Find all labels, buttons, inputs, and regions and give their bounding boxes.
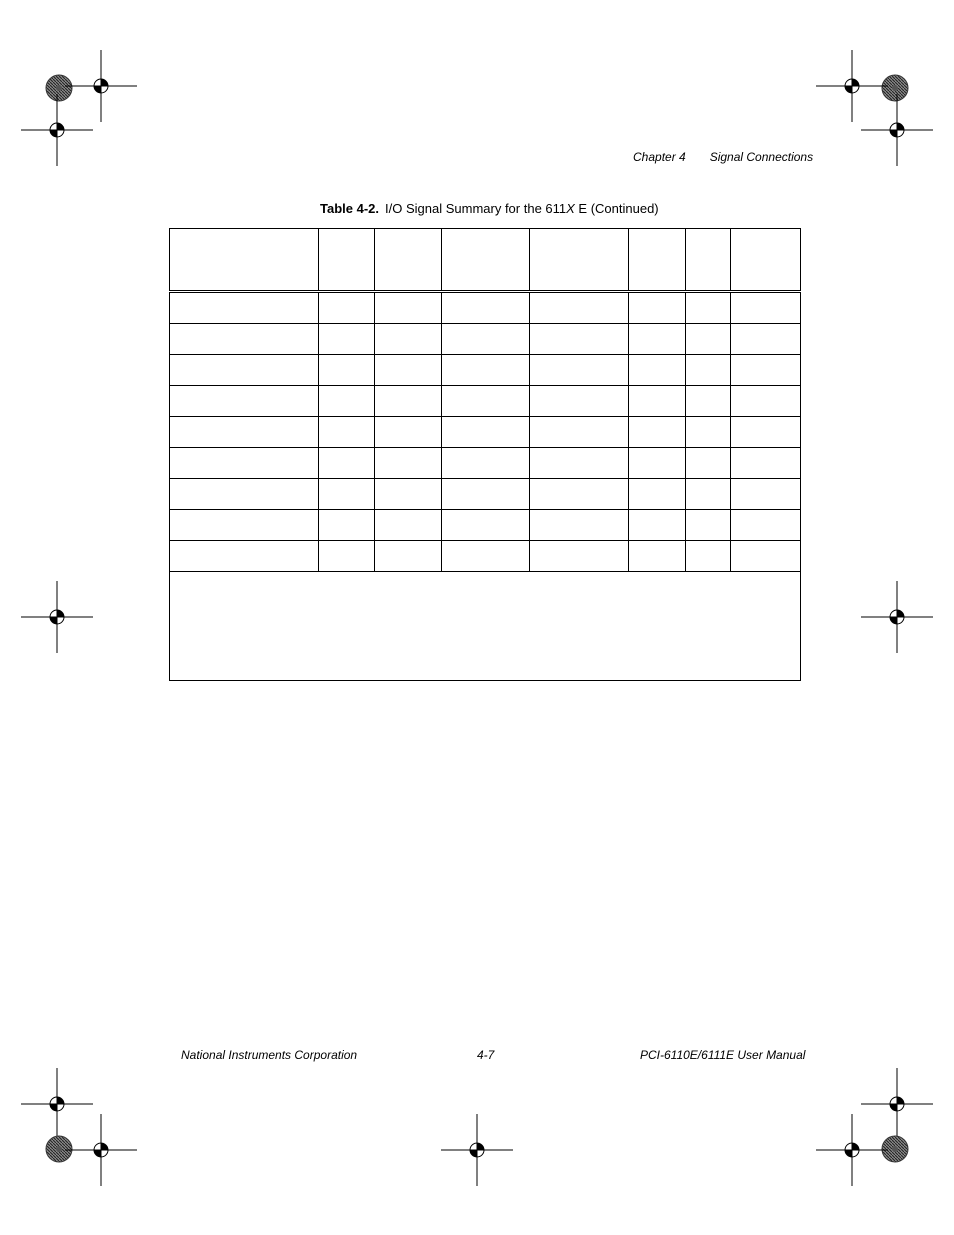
header-cell — [731, 229, 801, 292]
table-cell — [530, 386, 629, 417]
header-cell — [530, 229, 629, 292]
table-cell — [686, 479, 731, 510]
table-footnote-row — [170, 572, 801, 681]
table-cell — [686, 448, 731, 479]
table-cell — [375, 292, 442, 324]
crosshair-mark — [816, 1114, 888, 1186]
crosshair-mark — [441, 1114, 513, 1186]
header-cell — [375, 229, 442, 292]
table-cell — [686, 541, 731, 572]
crosshair-mark — [816, 50, 888, 122]
table-cell — [530, 292, 629, 324]
table-cell — [731, 448, 801, 479]
table-cell — [530, 479, 629, 510]
crosshair-mark — [861, 581, 933, 653]
table-cell — [530, 324, 629, 355]
table-cell — [731, 479, 801, 510]
table-cell — [170, 541, 319, 572]
signal-summary-table — [169, 228, 801, 681]
chapter-label: Chapter 4 — [633, 150, 686, 164]
crosshair-mark — [21, 581, 93, 653]
table-row — [170, 417, 801, 448]
table-row — [170, 355, 801, 386]
table-cell — [375, 324, 442, 355]
table-cell — [731, 541, 801, 572]
header-cell — [442, 229, 530, 292]
table-cell — [319, 324, 375, 355]
table-cell — [442, 417, 530, 448]
footer-company: National Instruments Corporation — [181, 1048, 358, 1062]
header-cell — [319, 229, 375, 292]
table-cell — [170, 510, 319, 541]
table-title-variable: X — [566, 201, 575, 216]
table-cell — [629, 479, 686, 510]
table-cell — [629, 355, 686, 386]
table-cell — [170, 417, 319, 448]
table-cell — [375, 417, 442, 448]
table-cell — [731, 417, 801, 448]
header-cell — [686, 229, 731, 292]
header-cell — [170, 229, 319, 292]
table-row — [170, 448, 801, 479]
table-cell — [530, 510, 629, 541]
table-row — [170, 479, 801, 510]
table-title-suffix: E (Continued) — [574, 201, 659, 216]
table-cell — [170, 355, 319, 386]
header-cell — [629, 229, 686, 292]
table-cell — [319, 510, 375, 541]
footer-manual-title: PCI-6110E/6111E User Manual — [640, 1048, 806, 1062]
table-cell — [442, 510, 530, 541]
table-cell — [686, 355, 731, 386]
table-cell — [375, 479, 442, 510]
table-cell — [375, 510, 442, 541]
table-footnote-cell — [170, 572, 801, 681]
table-row — [170, 324, 801, 355]
table-cell — [442, 386, 530, 417]
table-cell — [170, 386, 319, 417]
table-cell — [170, 479, 319, 510]
table-row — [170, 386, 801, 417]
table-cell — [442, 292, 530, 324]
table-cell — [686, 324, 731, 355]
table-cell — [442, 479, 530, 510]
table-cell — [170, 324, 319, 355]
table-cell — [629, 417, 686, 448]
table-cell — [170, 292, 319, 324]
table-cell — [731, 510, 801, 541]
table-cell — [442, 355, 530, 386]
table-cell — [686, 417, 731, 448]
table-cell — [530, 355, 629, 386]
running-header — [633, 150, 813, 164]
footer-page-number: 4-7 — [477, 1048, 495, 1062]
table-cell — [629, 386, 686, 417]
crosshair-mark — [21, 94, 93, 166]
table-cell — [170, 448, 319, 479]
table-number: Table 4-2. — [320, 201, 380, 216]
table-cell — [442, 324, 530, 355]
table-row — [170, 510, 801, 541]
table-cell — [530, 448, 629, 479]
table-title: I/O Signal Summary for the 611 — [385, 201, 567, 216]
table-cell — [375, 541, 442, 572]
table-cell — [319, 417, 375, 448]
starburst-mark — [46, 1136, 72, 1162]
table-cell — [319, 355, 375, 386]
crosshair-mark — [861, 94, 933, 166]
table-cell — [629, 541, 686, 572]
table-cell — [319, 448, 375, 479]
table-cell — [319, 292, 375, 324]
table-row — [170, 292, 801, 324]
crosshair-mark — [65, 1114, 137, 1186]
table-cell — [731, 355, 801, 386]
table-cell — [629, 324, 686, 355]
table-cell — [375, 355, 442, 386]
table-caption — [320, 201, 659, 216]
crosshair-mark — [861, 1068, 933, 1140]
table-cell — [629, 448, 686, 479]
table-cell — [530, 541, 629, 572]
table-cell — [319, 479, 375, 510]
table-cell — [375, 386, 442, 417]
table-cell — [442, 541, 530, 572]
table-cell — [629, 510, 686, 541]
table-row — [170, 541, 801, 572]
table-cell — [442, 448, 530, 479]
starburst-mark — [882, 75, 908, 101]
table-cell — [319, 541, 375, 572]
table-cell — [530, 417, 629, 448]
section-label: Signal Connections — [709, 150, 814, 164]
table-cell — [629, 292, 686, 324]
starburst-mark — [46, 75, 72, 101]
crosshair-mark — [65, 50, 137, 122]
table-header-row — [170, 229, 801, 292]
starburst-mark — [882, 1136, 908, 1162]
table-cell — [686, 292, 731, 324]
table-cell — [319, 386, 375, 417]
table-cell — [731, 292, 801, 324]
table-cell — [686, 386, 731, 417]
table-cell — [375, 448, 442, 479]
crosshair-mark — [21, 1068, 93, 1140]
table-cell — [686, 510, 731, 541]
table-cell — [731, 324, 801, 355]
table-cell — [731, 386, 801, 417]
